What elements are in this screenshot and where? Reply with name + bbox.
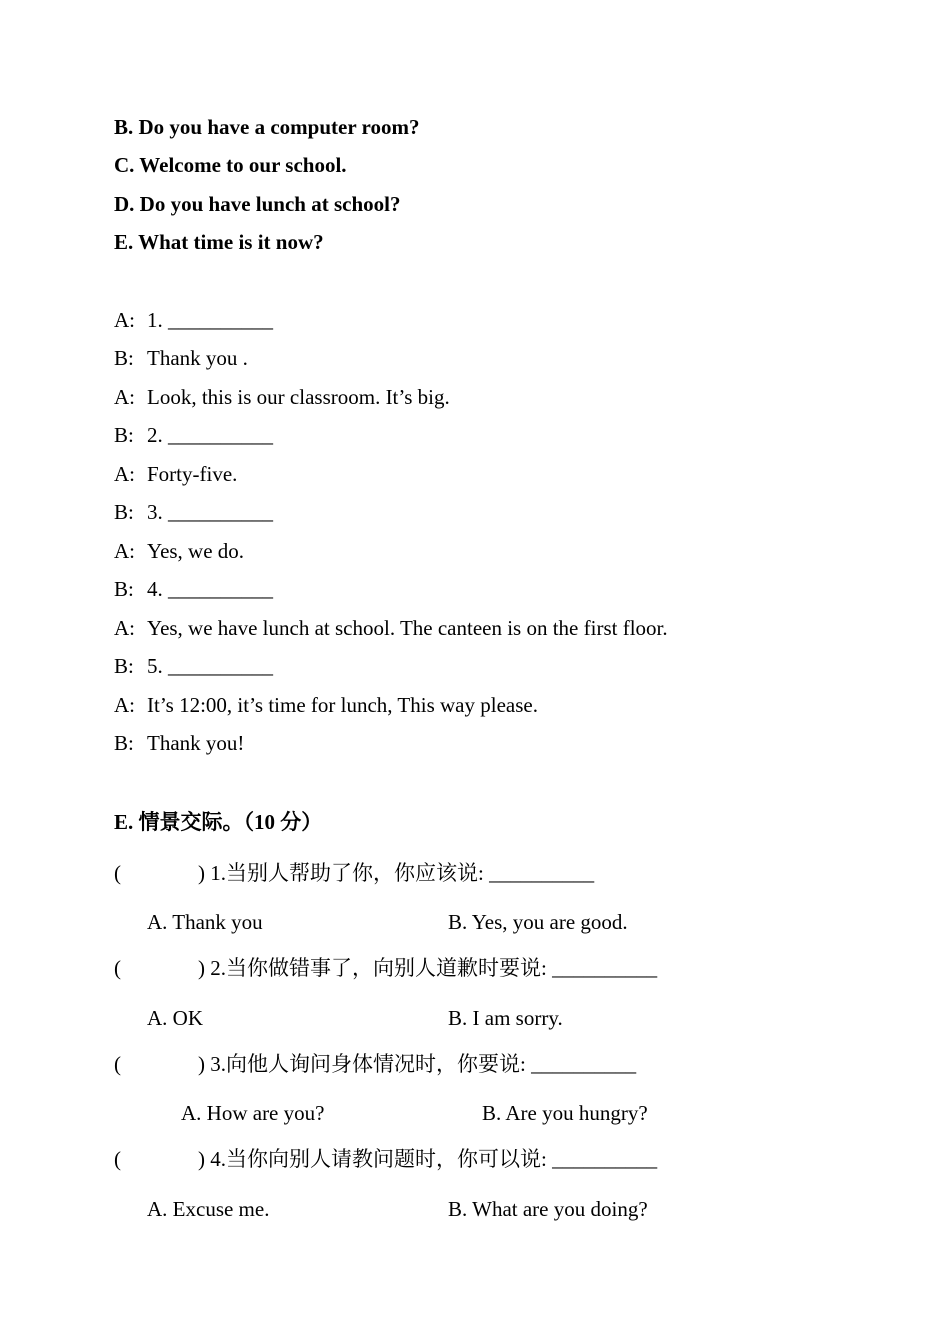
question-3 bbox=[114, 1052, 636, 1076]
option-b: B. Do you have a computer room? bbox=[114, 115, 420, 139]
dialogue-text: 2. __________ bbox=[147, 423, 273, 447]
speaker-label: B: bbox=[114, 577, 134, 601]
dialogue-line bbox=[114, 731, 244, 755]
question-text: ) 2.当你做错事了，向别人道歉时要说: __________ bbox=[198, 956, 658, 980]
speaker-label: A: bbox=[114, 462, 135, 486]
answer-paren[interactable]: ( bbox=[114, 956, 121, 980]
dialogue-text: Yes, we have lunch at school. The canteen is on the first floor. bbox=[147, 616, 668, 640]
question-text: ) 4.当你向别人请教问题时，你可以说: __________ bbox=[198, 1147, 658, 1171]
question-2-option-a: A. OK bbox=[147, 1006, 203, 1030]
dialogue-line bbox=[114, 577, 273, 601]
section-title: E. 情景交际。（10 分） bbox=[114, 810, 323, 834]
dialogue-line bbox=[114, 385, 450, 409]
speaker-label: B: bbox=[114, 423, 134, 447]
dialogue-line bbox=[114, 616, 668, 640]
speaker-label: A: bbox=[114, 693, 135, 717]
dialogue-text: 5. __________ bbox=[147, 654, 273, 678]
dialogue-text: Thank you! bbox=[147, 731, 245, 755]
question-4-option-a: A. Excuse me. bbox=[147, 1197, 270, 1221]
speaker-label: A: bbox=[114, 616, 135, 640]
dialogue-line bbox=[114, 462, 237, 486]
dialogue-line bbox=[114, 693, 538, 717]
dialogue-text: It’s 12:00, it’s time for lunch, This way please. bbox=[147, 693, 538, 717]
answer-paren[interactable]: ( bbox=[114, 1052, 121, 1076]
question-2 bbox=[114, 956, 657, 980]
option-e: E. What time is it now? bbox=[114, 230, 324, 254]
question-3-option-a: A. How are you? bbox=[181, 1101, 325, 1125]
dialogue-line bbox=[114, 654, 273, 678]
question-2-option-b: B. I am sorry. bbox=[448, 1006, 563, 1030]
dialogue-text: Thank you . bbox=[147, 346, 248, 370]
dialogue-text: 3. __________ bbox=[147, 500, 273, 524]
question-3-option-b: B. Are you hungry? bbox=[482, 1101, 648, 1125]
question-text: ) 1.当别人帮助了你，你应该说: __________ bbox=[198, 861, 595, 885]
speaker-label: B: bbox=[114, 346, 134, 370]
speaker-label: A: bbox=[114, 385, 135, 409]
dialogue-line bbox=[114, 539, 244, 563]
dialogue-text: Yes, we do. bbox=[147, 539, 245, 563]
dialogue-line bbox=[114, 423, 273, 447]
option-c: C. Welcome to our school. bbox=[114, 153, 347, 177]
question-4-option-b: B. What are you doing? bbox=[448, 1197, 648, 1221]
dialogue-text: Look, this is our classroom. It’s big. bbox=[147, 385, 450, 409]
question-1-option-b: B. Yes, you are good. bbox=[448, 910, 628, 934]
dialogue-text: 4. __________ bbox=[147, 577, 273, 601]
dialogue-text: 1. __________ bbox=[147, 308, 273, 332]
question-1 bbox=[114, 861, 594, 885]
speaker-label: A: bbox=[114, 539, 135, 563]
dialogue-line bbox=[114, 500, 273, 524]
dialogue-line bbox=[114, 346, 248, 370]
answer-paren[interactable]: ( bbox=[114, 1147, 121, 1171]
answer-paren[interactable]: ( bbox=[114, 861, 121, 885]
question-text: ) 3.向他人询问身体情况时，你要说: __________ bbox=[198, 1052, 637, 1076]
dialogue-text: Forty-five. bbox=[147, 462, 238, 486]
speaker-label: B: bbox=[114, 500, 134, 524]
speaker-label: B: bbox=[114, 654, 134, 678]
dialogue-line bbox=[114, 308, 273, 332]
option-d: D. Do you have lunch at school? bbox=[114, 192, 401, 216]
speaker-label: A: bbox=[114, 308, 135, 332]
question-4 bbox=[114, 1147, 657, 1171]
question-1-option-a: A. Thank you bbox=[147, 910, 263, 934]
speaker-label: B: bbox=[114, 731, 134, 755]
